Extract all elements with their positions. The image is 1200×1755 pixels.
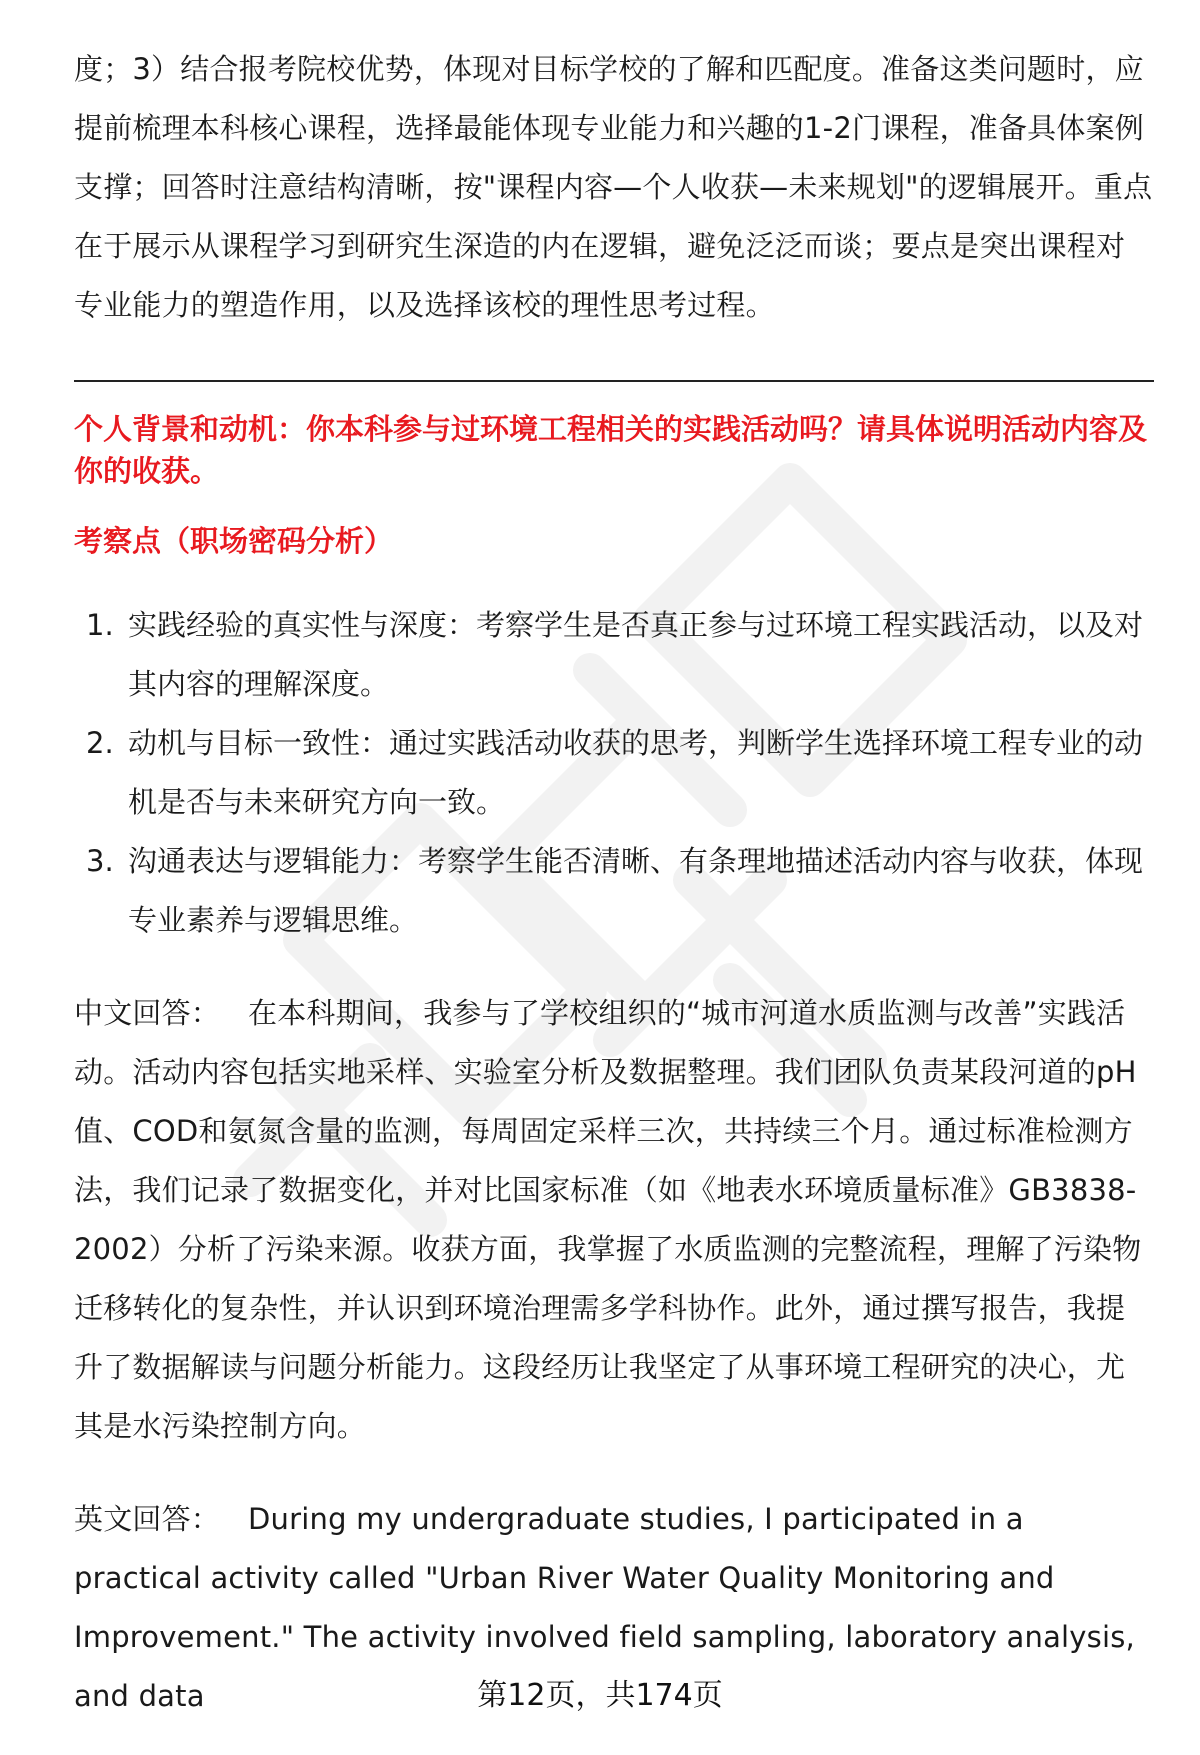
- list-item: [74, 832, 1154, 950]
- assessment-list: [74, 596, 1154, 950]
- section-divider: [74, 380, 1154, 382]
- list-item-number: 2.: [86, 726, 114, 760]
- list-item-number: 3.: [86, 844, 114, 878]
- english-answer-text: During my undergraduate studies, I participated in a practical activity called "Urban River Water Quality Monitoring and Improvement." The activity involved field sampling, laboratory analysis, and data: [74, 1502, 1135, 1713]
- document-page: [74, 40, 1154, 1726]
- english-answer-label: 英文回答：: [74, 1502, 221, 1536]
- list-item-number: 1.: [86, 608, 114, 642]
- list-item: [74, 714, 1154, 832]
- assessment-heading: 考察点（职场密码分析）: [74, 524, 394, 558]
- question-heading: 个人背景和动机：你本科参与过环境工程相关的实践活动吗？请具体说明活动内容及你的收获。: [74, 412, 1148, 488]
- page-footer: 第12页，共174页: [477, 1678, 723, 1713]
- list-item-text: 实践经验的真实性与深度：考察学生是否真正参与过环境工程实践活动，以及对其内容的理解深度。: [128, 608, 1144, 701]
- list-item-text: 沟通表达与逻辑能力：考察学生能否清晰、有条理地描述活动内容与收获，体现专业素养与逻辑思维。: [128, 844, 1144, 937]
- chinese-answer-label: 中文回答：: [74, 996, 221, 1030]
- list-item: [74, 596, 1154, 714]
- intro-paragraph: 度；3）结合报考院校优势，体现对目标学校的了解和匹配度。准备这类问题时，应提前梳理本科核心课程，选择最能体现专业能力和兴趣的1-2门课程，准备具体案例支撑；回答时注意结构清晰，按"课程内容—个人收获—未来规划"的逻辑展开。重点在于展示从课程学习到研究生深造的内在逻辑，避免泛泛而谈；要点是突出课程对专业能力的塑造作用，以及选择该校的理性思考过程。: [74, 52, 1153, 322]
- chinese-answer-text: 在本科期间，我参与了学校组织的“城市河道水质监测与改善”实践活动。活动内容包括实地采样、实验室分析及数据整理。我们团队负责某段河道的pH值、COD和氨氮含量的监测，每周固定采样三次，共持续三个月。通过标准检测方法，我们记录了数据变化，并对比国家标准（如《地表水环境质量标准》GB3838-2002）分析了污染来源。收获方面，我掌握了水质监测的完整流程，理解了污染物迁移转化的复杂性，并认识到环境治理需多学科协作。此外，通过撰写报告，我提升了数据解读与问题分析能力。这段经历让我坚定了从事环境工程研究的决心，尤其是水污染控制方向。: [74, 996, 1142, 1443]
- chinese-answer: [74, 984, 1154, 1456]
- list-item-text: 动机与目标一致性：通过实践活动收获的思考，判断学生选择环境工程专业的动机是否与未来研究方向一致。: [128, 726, 1144, 819]
